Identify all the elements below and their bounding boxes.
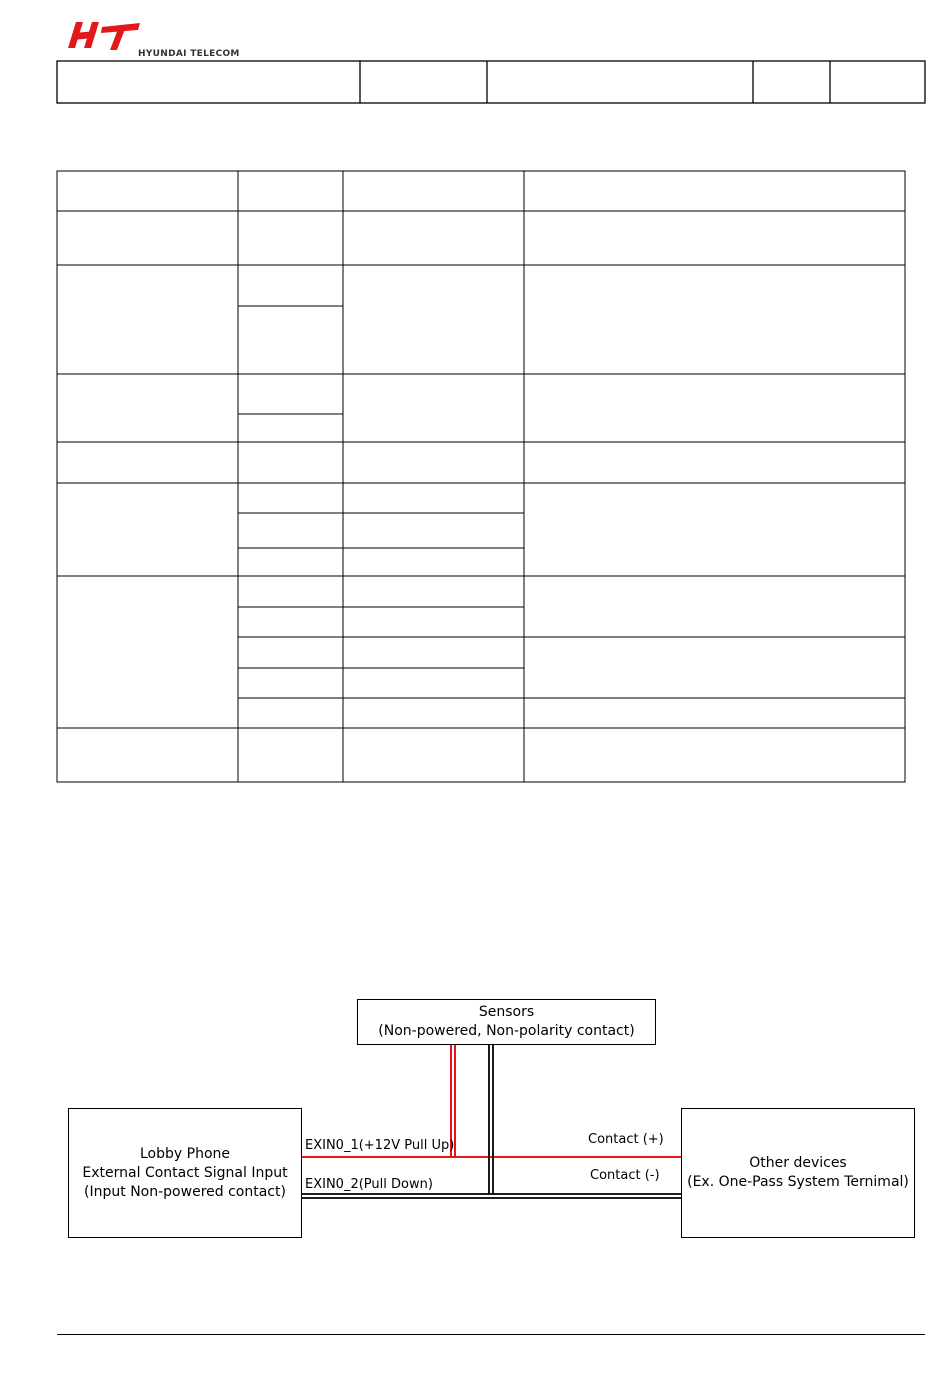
exin2-label: EXIN0_2(Pull Down)	[305, 1177, 433, 1192]
lobby-title: Lobby Phone	[140, 1145, 230, 1162]
devices-subtitle: (Ex. One-Pass System Ternimal)	[687, 1174, 909, 1190]
sensors-title: Sensors	[478, 1004, 535, 1020]
sensors-box	[357, 999, 656, 1045]
brand-name: HYUNDAI TELECOM	[138, 49, 240, 59]
footer-rule	[57, 1334, 925, 1335]
lobby-line3: (Input Non-powered contact)	[84, 1183, 286, 1200]
lobby-phone-box	[68, 1108, 302, 1238]
lobby-line2: External Contact Signal Input	[82, 1164, 288, 1181]
contact-plus-label: Contact (+)	[588, 1132, 664, 1147]
other-devices-box	[681, 1108, 915, 1238]
devices-title: Other devices	[749, 1155, 847, 1171]
exin1-label: EXIN0_1(+12V Pull Up)	[305, 1138, 455, 1153]
contact-minus-label: Contact (-)	[590, 1168, 660, 1183]
sensors-subtitle: (Non-powered, Non-polarity contact)	[378, 1023, 635, 1039]
